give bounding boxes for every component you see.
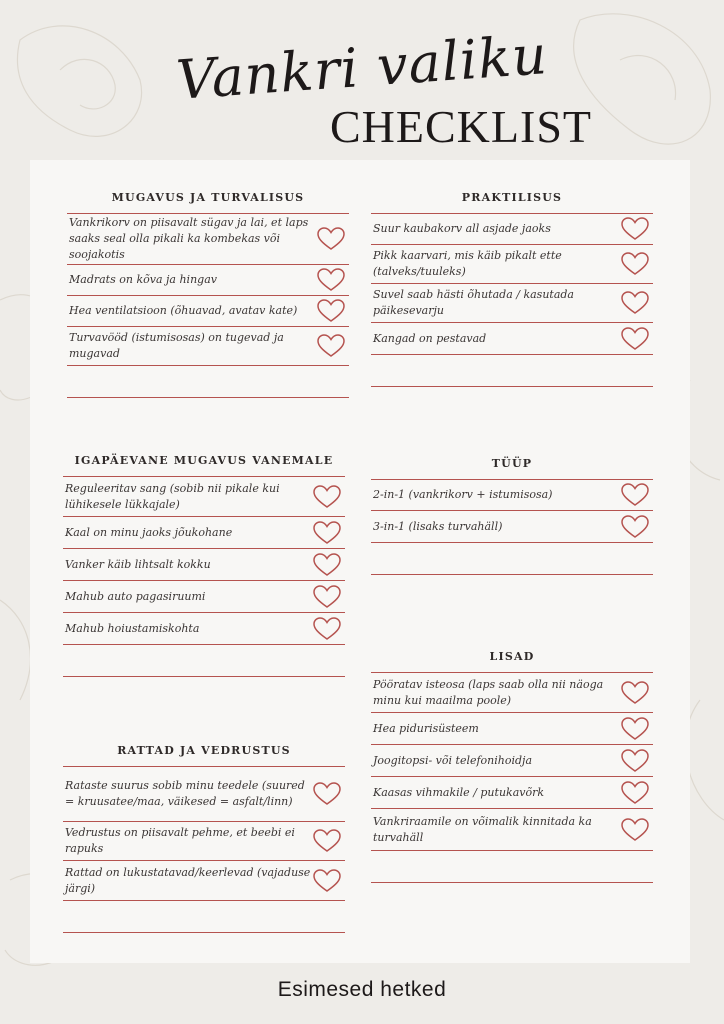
item-label: Hea pidurisüsteem: [373, 721, 479, 735]
checklist-item: [63, 477, 345, 517]
checklist-item: [63, 822, 345, 861]
heart-checkbox-icon[interactable]: [313, 521, 341, 545]
section-parent-comfort: [63, 454, 345, 677]
heart-checkbox-icon[interactable]: [621, 781, 649, 805]
checklist-item: [371, 480, 653, 511]
blank-line: [371, 543, 653, 575]
item-label: Suur kaubakorv all asjade jaoks: [373, 222, 551, 235]
item-label: Vedrustus on piisavalt pehme, et beebi ei rapuks: [65, 826, 295, 855]
checklist-item: [67, 327, 349, 366]
blank-line: [63, 645, 345, 677]
heart-checkbox-icon[interactable]: [621, 217, 649, 241]
blank-line: [67, 366, 349, 398]
checklist-item: [371, 245, 653, 284]
checklist-item: [371, 745, 653, 777]
heart-checkbox-icon[interactable]: [313, 869, 341, 893]
checklist-item: [63, 581, 345, 613]
heart-checkbox-icon[interactable]: [621, 717, 649, 741]
checklist-item: [371, 777, 653, 809]
item-label: Mahub hoiustamiskohta: [65, 621, 200, 635]
heart-checkbox-icon[interactable]: [621, 327, 649, 351]
section-type: [371, 457, 653, 575]
checklist-item: [371, 284, 653, 323]
heart-checkbox-icon[interactable]: [621, 252, 649, 276]
heart-checkbox-icon[interactable]: [621, 818, 649, 842]
item-label: Reguleeritav sang (sobib nii pikale kui lühikesele lükkajale): [65, 481, 280, 511]
section-extras: [371, 650, 653, 883]
heart-checkbox-icon[interactable]: [621, 483, 649, 507]
item-label: 3-in-1 (lisaks turvahäll): [373, 519, 503, 533]
checklist-item: [371, 214, 653, 245]
heart-checkbox-icon[interactable]: [317, 334, 345, 358]
item-label: Hea ventilatsioon (õhuavad, avatav kate): [69, 304, 298, 317]
item-label: Kaal on minu jaoks jõukohane: [65, 525, 233, 539]
section-wheels-suspension: [63, 744, 345, 933]
checklist-item: [63, 767, 345, 822]
item-label: Madrats on kõva ja hingav: [69, 273, 217, 286]
item-label: Joogitopsi- või telefonihoidja: [373, 753, 533, 767]
item-label: Rataste suurus sobib minu teedele (suured = kruusatee/maa, väikesed = asfalt/linn): [65, 779, 305, 808]
item-label: Vankriraamile on võimalik kinnitada ka turvahäll: [373, 814, 592, 844]
heart-checkbox-icon[interactable]: [313, 782, 341, 806]
heart-checkbox-icon[interactable]: [621, 291, 649, 315]
section-title: PRAKTILISUS: [461, 191, 563, 204]
item-label: Vanker käib lihtsalt kokku: [65, 557, 211, 571]
checklist-item: [67, 265, 349, 296]
item-label: Kangad on pestavad: [373, 331, 487, 345]
checklist-item: [67, 296, 349, 327]
heart-checkbox-icon[interactable]: [313, 485, 341, 509]
heart-checkbox-icon[interactable]: [621, 515, 649, 539]
checklist-item: [371, 673, 653, 713]
item-label: Mahub auto pagasiruumi: [65, 589, 206, 603]
checklist-item: [371, 323, 653, 355]
section-title: RATTAD JA VEDRUSTUS: [117, 744, 291, 757]
item-label: Suvel saab hästi õhutada / kasutada päikesevarju: [373, 288, 574, 317]
item-label: Kaasas vihmakile / putukavõrk: [373, 785, 545, 799]
section-practical: [371, 191, 653, 387]
section-title: TÜÜP: [491, 457, 533, 470]
brand-footer: Esimesed hetked: [277, 978, 447, 1001]
blank-line: [63, 901, 345, 933]
item-label: Pööratav isteosa (laps saab olla nii näoga minu kui maailma poole): [373, 677, 604, 707]
heart-checkbox-icon[interactable]: [313, 553, 341, 577]
item-label: Pikk kaarvari, mis käib pikalt ette (talveks/tuuleks): [373, 249, 562, 278]
section-title: MUGAVUS JA TURVALISUS: [111, 191, 305, 204]
page-title: CHECKLIST: [330, 101, 592, 152]
heart-checkbox-icon[interactable]: [621, 749, 649, 773]
script-title: Vankri valiku: [174, 23, 550, 112]
checklist-item: [371, 713, 653, 745]
blank-line: [371, 355, 653, 387]
item-label: 2-in-1 (vankrikorv + istumisosa): [373, 488, 553, 501]
heart-checkbox-icon[interactable]: [317, 268, 345, 292]
heart-checkbox-icon[interactable]: [317, 227, 345, 251]
checklist-item: [63, 549, 345, 581]
item-label: Turvavööd (istumisosas) on tugevad ja mugavad: [69, 331, 284, 360]
heart-checkbox-icon[interactable]: [621, 681, 649, 705]
heart-checkbox-icon[interactable]: [313, 829, 341, 853]
heart-checkbox-icon[interactable]: [313, 617, 341, 641]
heart-checkbox-icon[interactable]: [317, 299, 345, 323]
section-comfort-safety: [67, 191, 349, 398]
blank-line: [371, 851, 653, 883]
heart-checkbox-icon[interactable]: [313, 585, 341, 609]
checklist-item: [63, 613, 345, 645]
item-label: Rattad on lukustatavad/keerlevad (vajaduse järgi): [65, 865, 311, 895]
checklist-item: [371, 511, 653, 543]
item-label: Vankrikorv on piisavalt sügav ja lai, et laps saaks seal olla pikali ka kombekas või soojakotis: [69, 216, 309, 261]
section-title: LISAD: [489, 650, 535, 663]
checklist-item: [63, 517, 345, 549]
checklist-item: [371, 809, 653, 851]
checklist-item: [67, 214, 349, 265]
section-title: IGAPÄEVANE MUGAVUS VANEMALE: [74, 454, 334, 467]
checklist-item: [63, 861, 345, 901]
